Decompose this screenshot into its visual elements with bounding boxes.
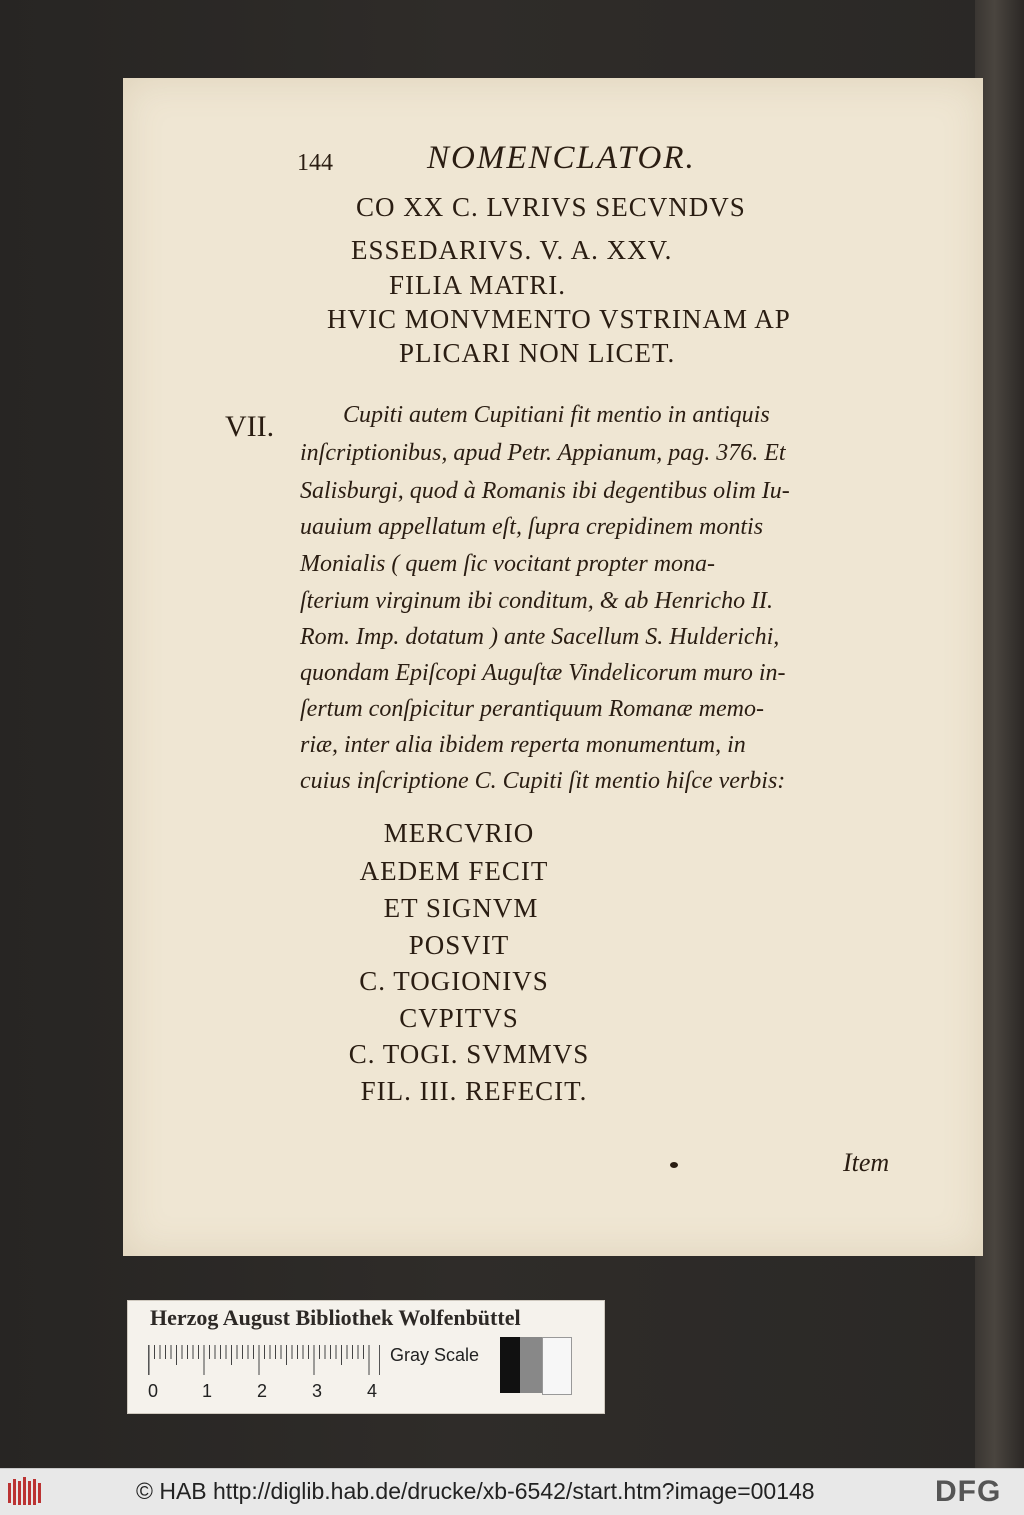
inscription-line: C. TOGI. SVMMVS <box>348 1039 590 1069</box>
dfg-logo: DFG <box>935 1475 1002 1508</box>
inscription-line: FIL. III. REFECIT. <box>360 1076 588 1106</box>
inscription-line: MERCVRIO <box>383 818 535 848</box>
text-line: Salisburgi, quod à Romanis ibi degentibus olim Iu- <box>300 478 790 504</box>
inscription-line: AEDEM FECIT <box>359 856 549 886</box>
inscription-line: C. TOGIONIVS <box>359 966 549 996</box>
copyright-link[interactable]: © HAB http://diglib.hab.de/drucke/xb-6542/start.htm?image=00148 <box>136 1478 815 1504</box>
gray-scale-label: Gray Scale <box>390 1345 480 1365</box>
color-calibration-card <box>127 1300 605 1414</box>
text-line: quondam Epiſcopi Auguſtæ Vindelicorum muro in- <box>300 660 786 686</box>
ruler-number: 4 <box>367 1381 378 1401</box>
text-line: inſcriptionibus, apud Petr. Appianum, pag. 376. Et <box>300 440 786 466</box>
text-line: ſterium virginum ibi conditum, & ab Henricho II. <box>300 588 774 614</box>
text-line: cuius inſcriptione C. Cupiti ſit mentio hiſce verbis: <box>300 768 786 794</box>
text-line: ſertum conſpicitur perantiquum Romanæ memo- <box>300 696 764 722</box>
ruler-number: 3 <box>312 1381 323 1401</box>
text-line: Monialis ( quem ſic vocitant propter mona- <box>300 551 716 577</box>
text-line: riæ, inter alia ibidem reperta monumentum, in <box>300 732 746 758</box>
ruler-number: 2 <box>257 1381 268 1401</box>
inscription-line: POSVIT <box>408 930 510 960</box>
hab-logo-icon <box>8 1477 42 1507</box>
caps-line: PLICARI NON LICET. <box>399 338 676 368</box>
measurement-ruler <box>148 1345 380 1375</box>
page-header <box>297 140 817 184</box>
footer-bar <box>0 1468 1024 1515</box>
caps-line: HVIC MONVMENTO VSTRINAM AP <box>327 304 791 334</box>
library-name: Herzog August Bibliothek Wolfenbüttel <box>150 1305 521 1330</box>
caps-line: FILIA MATRI. <box>389 270 567 300</box>
inscription-line: ET SIGNVM <box>383 893 539 923</box>
caps-line: CO XX C. LVRIVS SECVNDVS <box>356 192 746 222</box>
ruler-ticks <box>149 1345 379 1375</box>
catchword: Item <box>843 1148 890 1177</box>
caps-line: ESSEDARIVS. V. A. XXV. <box>351 235 673 265</box>
text-line: Cupiti autem Cupitiani fit mentio in antiquis <box>343 402 770 428</box>
inscription-line: CVPITVS <box>399 1003 519 1033</box>
ruler-number: 0 <box>148 1381 159 1401</box>
text-line: uauium appellatum eſt, ſupra crepidinem montis <box>300 514 764 540</box>
gray-patch-mid <box>520 1337 542 1393</box>
ruler-number: 1 <box>202 1381 213 1401</box>
running-title: NOMENCLATOR. <box>427 140 696 176</box>
page-number: 144 <box>297 150 333 176</box>
margin-numeral: VII. <box>225 410 275 443</box>
gray-patch-black <box>500 1337 520 1393</box>
text-line: Rom. Imp. dotatum ) ante Sacellum S. Hulderichi, <box>300 624 780 650</box>
gray-patch-white <box>542 1337 572 1395</box>
ink-blot <box>670 1162 678 1168</box>
